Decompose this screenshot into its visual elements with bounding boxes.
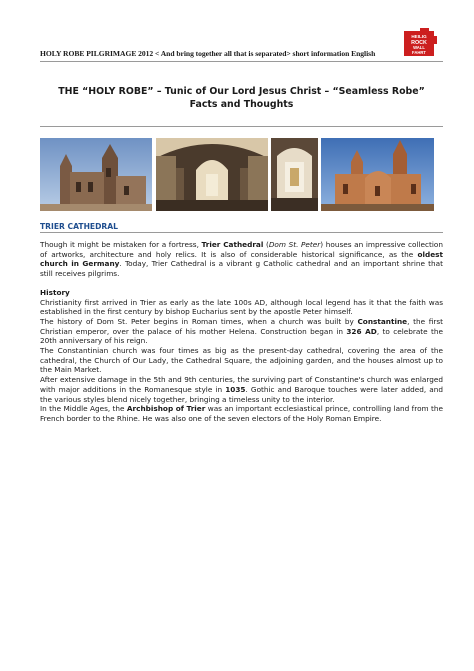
emphasis-text: 326 AD: [346, 326, 377, 336]
section-heading: TRIER CATHEDRAL: [40, 222, 118, 231]
article-body: [40, 240, 443, 424]
svg-text:FAHRT: FAHRT: [412, 50, 426, 55]
text-run: , to celebrate the 20th anniversary of his reign.: [40, 326, 443, 346]
text-run: In the Middle Ages, the: [40, 404, 127, 414]
header-divider: [40, 61, 443, 62]
history-paragraph: [40, 346, 443, 375]
history-paragraph: [40, 404, 443, 423]
emphasis-text: Trier Cathedral: [201, 240, 264, 249]
emphasis-text: oldest church in Germany: [40, 249, 443, 269]
text-run: was an important ecclesiastical prince, controlling land from the French border to the Rhine. He was also one of the seven electors of the Holy Roman Empire.: [40, 404, 443, 423]
running-header: HOLY ROBE PILGRIMAGE 2012 < And bring together all that is separated> short information English: [40, 49, 376, 58]
text-run: (: [263, 240, 269, 249]
document-title: [40, 86, 443, 111]
italic-text: Dom St. Peter: [268, 240, 321, 249]
section-divider: [40, 232, 443, 233]
cathedral-exterior-photo: [40, 138, 152, 211]
text-run: The Constantinian church was four times as big as the present-day cathedral, covering the area of the cathedral, the Church of Our Lady, the Cathedral Square, the adjoining garden, and the houses almost up to the Main Market.: [40, 346, 443, 375]
cathedral-side-view-photo: [321, 138, 434, 211]
text-run: The history of Dom St. Peter begins in Roman times, when a church was built by: [40, 316, 358, 326]
history-heading: History: [40, 287, 70, 297]
text-run: , the first Christian emperor, over the palace of his mother Helena. Construction began in: [40, 316, 443, 336]
emphasis-text: Constantine: [357, 316, 408, 326]
pilgrimage-logo: [404, 28, 437, 59]
text-run: . Today, Trier Cathedral is a vibrant g Catholic cathedral and an important shrine that still receives pilgrims.: [40, 259, 443, 279]
text-run: After extensive damage in the 5th and 9th centuries, the surviving part of Constantine's church was enlarged with major additions in the Romanesque style in: [40, 375, 443, 394]
intro-paragraph: [40, 240, 443, 279]
cathedral-nave-photo: [156, 138, 268, 211]
svg-text:WALL: WALL: [413, 45, 425, 50]
title-line-1: THE “HOLY ROBE” – Tunic of Our Lord Jesus Christ – “Seamless Robe”: [58, 86, 425, 97]
cathedral-altar-photo: [271, 138, 318, 211]
title-divider: [40, 126, 443, 127]
history-paragraph: [40, 317, 443, 346]
history-paragraph: [40, 375, 443, 404]
history-paragraph: [40, 298, 443, 317]
text-run: Christianity first arrived in Trier as early as the late 100s AD, although local legend has it that the faith was established in the first century by bishop Eucharius sent by the apostle Peter himself.: [40, 297, 443, 317]
title-line-2: Facts and Thoughts: [189, 98, 294, 110]
history-text: [40, 298, 443, 424]
text-run: Though it might be mistaken for a fortress,: [40, 240, 202, 249]
emphasis-text: Archbishop of Trier: [126, 404, 206, 414]
text-run: . Gothic and Baroque touches were later added, and the various styles blend nicely together, bringing a timeless unity to the interior.: [40, 384, 443, 404]
emphasis-text: 1035: [225, 384, 246, 394]
svg-text:ROCK: ROCK: [411, 40, 427, 46]
text-run: ) houses an impressive collection of artworks, architecture and holy relics. It is also of considerable historical significance, as the: [40, 240, 443, 259]
svg-text:HEILIG: HEILIG: [411, 34, 427, 39]
